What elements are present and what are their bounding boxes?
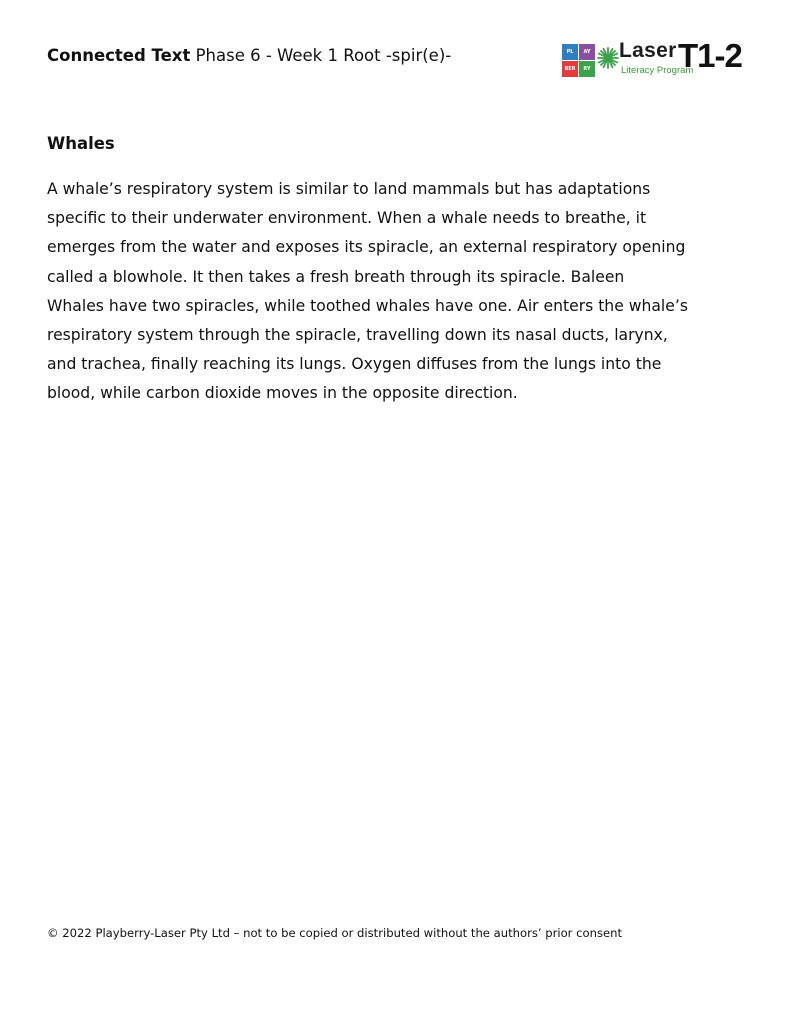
logo-tile: AY bbox=[579, 44, 595, 60]
logo-tile: BER bbox=[562, 61, 578, 77]
playberry-tiles-icon bbox=[562, 44, 596, 78]
playberry-laser-logo bbox=[562, 37, 744, 81]
passage-line: and trachea, finally reaching its lungs. Oxygen diffuses from the lungs into the bbox=[47, 355, 662, 374]
logo-level: T1-2 bbox=[678, 37, 742, 74]
copyright-footer: © 2022 Playberry-Laser Pty Ltd – not to be copied or distributed without the authors’ prior consent bbox=[47, 926, 623, 940]
passage-line: A whale’s respiratory system is similar to land mammals but has adaptations bbox=[47, 180, 651, 198]
page-header bbox=[47, 46, 451, 65]
header-label-rest: Phase 6 - Week 1 Root -spir(e)- bbox=[190, 46, 452, 65]
passage-line: emerges from the water and exposes its spiracle, an external respiratory opening bbox=[47, 238, 686, 257]
passage-line: specific to their underwater environment. When a whale needs to breathe, it bbox=[47, 209, 647, 228]
logo-name: Laser bbox=[619, 39, 677, 62]
logo-tile: RY bbox=[579, 61, 595, 77]
header-label-bold: Connected Text bbox=[47, 46, 191, 65]
laser-burst-icon bbox=[597, 47, 619, 69]
passage-line: called a blowhole. It then takes a fresh breath through its spiracle. Baleen bbox=[47, 267, 625, 286]
passage-line: Whales have two spiracles, while toothed whales have one. Air enters the whale’s bbox=[47, 296, 688, 315]
passage-line: blood, while carbon dioxide moves in the opposite direction. bbox=[47, 384, 518, 403]
passage-body bbox=[47, 175, 747, 409]
passage-title: Whales bbox=[47, 134, 115, 153]
logo-tile: PL bbox=[562, 44, 578, 60]
logo-tagline: Literacy Program bbox=[621, 65, 694, 76]
passage-line: respiratory system through the spiracle, travelling down its nasal ducts, larynx, bbox=[47, 326, 668, 345]
